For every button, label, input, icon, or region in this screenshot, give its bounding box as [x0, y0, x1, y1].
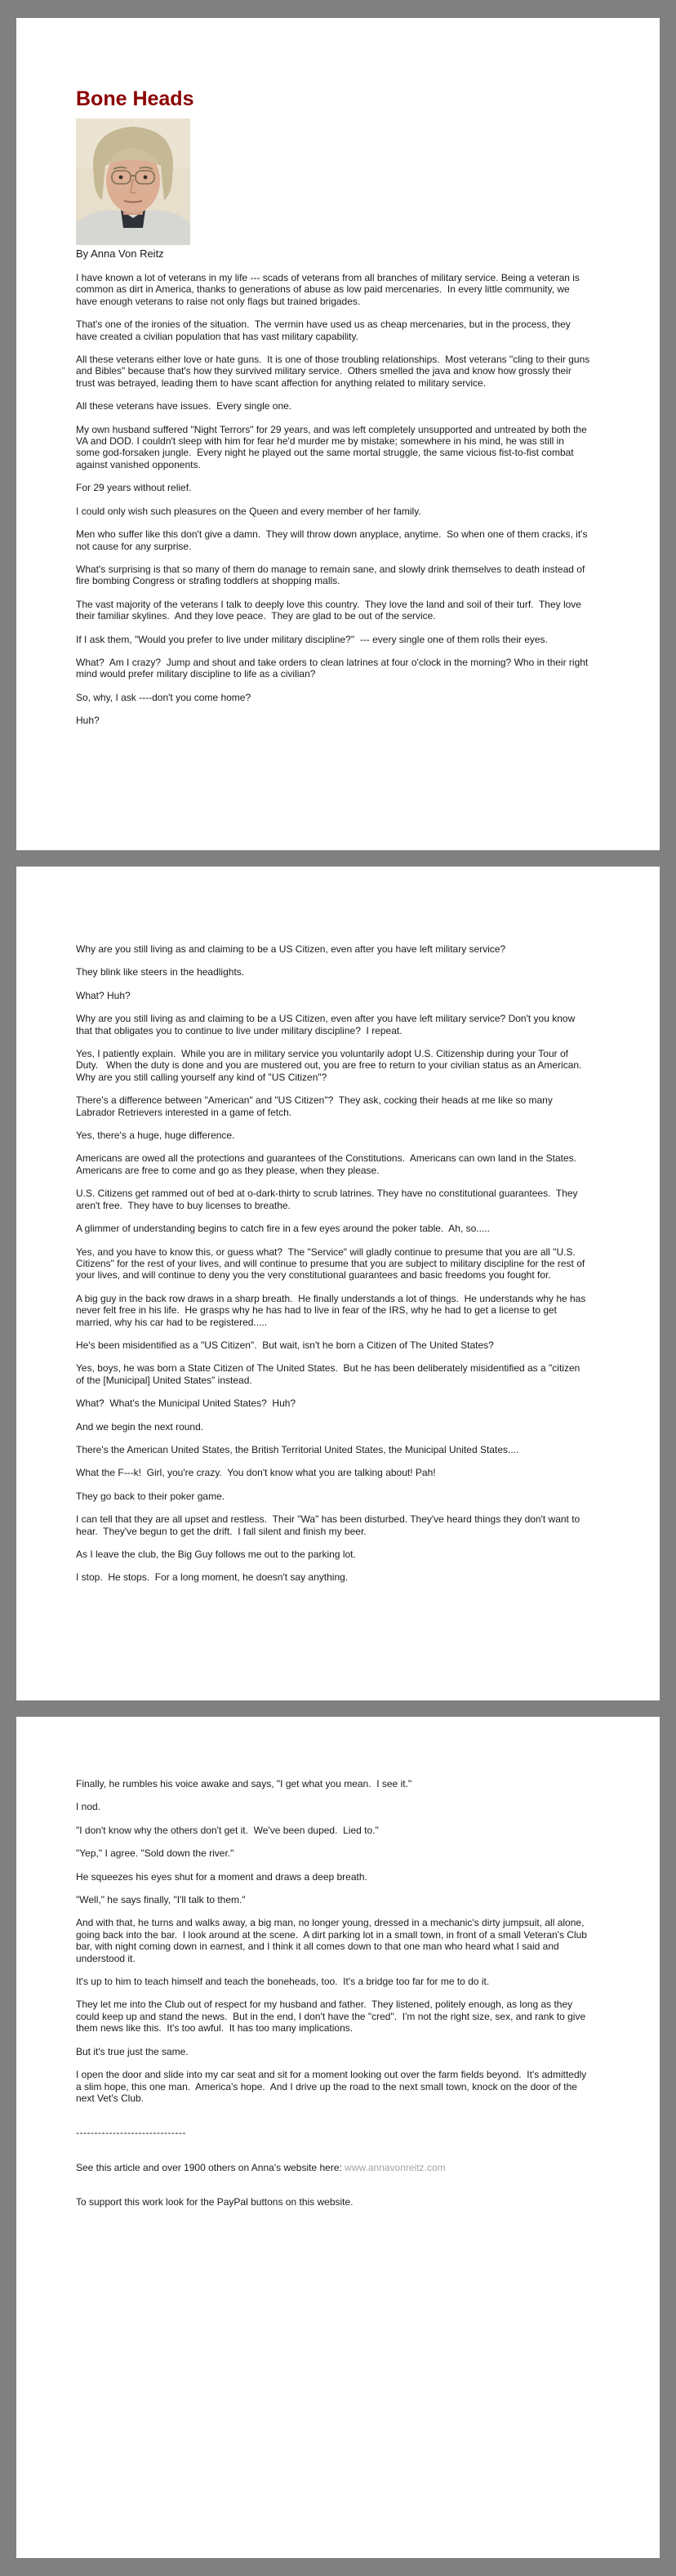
paragraph: What? What's the Municipal United States? Huh?: [76, 1397, 296, 1410]
paragraph: Why are you still living as and claiming to be a US Citizen, even after you have left military service?: [76, 943, 506, 955]
author-portrait-image: [76, 118, 190, 245]
paragraph: So, why, I ask ----don't you come home?: [76, 691, 251, 703]
paragraph: I have known a lot of veterans in my life --- scads of veterans from all branches of military service. Being a veteran is common as dirt in America, thanks to generations of abuse as low paid mercenaries. In every little community, we have enough veterans to raise not only flags but trained brigades.: [76, 272, 583, 307]
paragraph: They blink like steers in the headlights.: [76, 966, 245, 978]
byline: By Anna Von Reitz: [76, 247, 164, 260]
paragraph: My own husband suffered "Night Terrors" for 29 years, and was left completely unsupported and untreated by both the VA and DOD. I couldn't sleep with him for fear he'd murder me by mistake; somewhere in his mind, he was still in some god-forsaken jungle. Every night he played out the same mortal struggle, the same vicious fist-to-fist combat against vanished opponents.: [76, 423, 590, 470]
article-body-page-1: [76, 272, 593, 727]
paragraph: "Well," he says finally, "I'll talk to them.": [76, 1894, 246, 1906]
divider-dashes: ------------------------------: [76, 2127, 186, 2139]
paragraph: But it's true just the same.: [76, 2045, 189, 2057]
paragraph: There's a difference between "American" and "US Citizen"? They ask, cocking their heads at me like so many Labrador Retrievers interested in a game of fetch.: [76, 1094, 556, 1118]
paragraph: I nod.: [76, 1801, 101, 1813]
paragraph: U.S. Citizens get rammed out of bed at o-dark-thirty to scrub latrines. They have no constitutional guarantees. They aren't free. They have to buy licenses to breathe.: [76, 1188, 580, 1211]
paragraph: Americans are owed all the protections and guarantees of the Constitutions. Americans can own land in the States. Americans are free to come and go as they please, when they please.: [76, 1152, 582, 1176]
paragraph: Yes, there's a huge, huge difference.: [76, 1130, 235, 1142]
paragraph: That's one of the ironies of the situation. The vermin have used us as cheap mercenaries, but in the process, they have created a civilian population that has vast military capability.: [76, 319, 574, 342]
paragraph: What the F---k! Girl, you're crazy. You don't know what you are talking about! Pah!: [76, 1467, 436, 1479]
document-page-2: [16, 867, 660, 1700]
paragraph: What? Huh?: [76, 989, 131, 1001]
paragraph: Why are you still living as and claiming to be a US Citizen, even after you have left military service? Don't you know that that obligates you to continue to live under military discipline? I repeat.: [76, 1013, 578, 1036]
paragraph: And with that, he turns and walks away, a big man, no longer young, dressed in a mechanic's dirty jumpsuit, all alone, going back into the bar. I look around at the scene. A dirt parking lot in a small town, in front of a small Veteran's Club bar, with night coming down in earnest, and I think it all comes down to that one man who heard what I said and understood it.: [76, 1917, 590, 1964]
paragraph: All these veterans either love or hate guns. It is one of those troubling relationships. Most veterans "cling to their guns and Bibles" because that's how they survived military service. Others smelled the java and know how grossly their trust was betrayed, leading them to have scant affection for anything related to military service.: [76, 354, 593, 389]
article-body-page-3: [76, 1778, 590, 2104]
paragraph: If I ask them, "Would you prefer to live under military discipline?" --- every single one of them rolls their eyes.: [76, 633, 548, 645]
paragraph: For 29 years without relief.: [76, 482, 192, 494]
paragraph: What's surprising is that so many of them do manage to remain sane, and slowly drink themselves to death instead of fire bombing Congress or strafing toddlers at shopping malls.: [76, 563, 588, 587]
paragraph: I can tell that they are all upset and restless. Their "Wa" has been disturbed. They've heard things they don't want to hear. They've begun to get the drift. I fall silent and finish my beer.: [76, 1513, 583, 1537]
see-article-text: See this article and over 1900 others on Anna's website here:: [76, 2161, 345, 2173]
paragraph: "Yep," I agree. "Sold down the river.": [76, 1847, 234, 1860]
paragraph: Yes, boys, he was born a State Citizen of The United States. But he has been deliberately misidentified as a "citizen of the [Municipal] United States" instead.: [76, 1362, 583, 1386]
paragraph: Yes, and you have to know this, or guess what? The "Service" will gladly continue to presume that you are all "U.S. Citizens" for the rest of your lives, and will continue to presume that you are subject to military discipline for the rest of your lives, and will continue to deny you the very constitutional guarantees and basic freedoms you fought for.: [76, 1246, 588, 1281]
document-page-3: [16, 1717, 660, 2558]
paragraph: They let me into the Club out of respect for my husband and father. They listened, politely enough, as long as they could keep up and stand the news. But in the end, I don't have the "cred". I'm not the right size, sex, and rank to give them news like this. It's too awful. It has too many implications.: [76, 1999, 589, 2035]
article-body-page-2: [76, 943, 590, 1584]
support-line: To support this work look for the PayPal buttons on this website.: [76, 2196, 354, 2208]
paragraph: He's been misidentified as a "US Citizen". But wait, isn't he born a Citizen of The United States?: [76, 1339, 494, 1351]
paragraph: I stop. He stops. For a long moment, he doesn't say anything.: [76, 1571, 349, 1584]
paragraph: Huh?: [76, 715, 100, 727]
paragraph: Yes, I patiently explain. While you are in military service you voluntarily adopt U.S. Citizenship during your Tour of Duty. When the duty is done and you are mustered out, you are free to return to your civilian status as an American. Why are you still calling yourself any kind of "US Citizen"?: [76, 1048, 588, 1083]
paragraph: The vast majority of the veterans I talk to deeply love this country. They love the land and soil of their turf. They love their familiar skylines. And they love peace. They are glad to be out of the service.: [76, 598, 585, 622]
website-link[interactable]: www.annavonreitz.com: [345, 2161, 446, 2173]
paragraph: And we begin the next round.: [76, 1420, 204, 1433]
paragraph: A glimmer of understanding begins to catch fire in a few eyes around the poker table. Ah, so.....: [76, 1223, 490, 1235]
paragraph: It's up to him to teach himself and teach the boneheads, too. It's a bridge too far for me to do it.: [76, 1976, 490, 1988]
page-2-content: [76, 943, 590, 1584]
paragraph: There's the American United States, the British Territorial United States, the Municipal United States....: [76, 1443, 519, 1455]
paragraph: What? Am I crazy? Jump and shout and take orders to clean latrines at four o'clock in the morning? Who in their right mind would prefer military discipline to life as a civilian?: [76, 656, 591, 680]
paragraph: They go back to their poker game.: [76, 1490, 225, 1502]
see-article-line: [76, 2162, 590, 2173]
paragraph: A big guy in the back row draws in a sharp breath. He finally understands a lot of things. He understands why he has never felt free in his life. He grasps why he has had to live in fear of the IRS, why he had to get a license to get married, why his car had to be registered.....: [76, 1292, 589, 1328]
page-3-content: [76, 1778, 590, 2208]
paragraph: Men who suffer like this don't give a damn. They will throw down anyplace, anytime. So when one of them cracks, it's not cause for any surprise.: [76, 528, 590, 552]
paragraph: Finally, he rumbles his voice awake and says, "I get what you mean. I see it.": [76, 1778, 412, 1789]
paragraph: All these veterans have issues. Every single one.: [76, 400, 292, 412]
document-page-1: [16, 18, 660, 850]
paragraph: I open the door and slide into my car seat and sit for a moment looking out over the farm fields beyond. It's admittedly a slim hope, this one man. America's hope. And I drive up the road to the next small town, knock on the door of the next Vet's Club.: [76, 2069, 589, 2104]
paragraph: "I don't know why the others don't get it. We've been duped. Lied to.": [76, 1824, 379, 1836]
page-1-content: [76, 87, 593, 727]
paragraph: As I leave the club, the Big Guy follows me out to the parking lot.: [76, 1549, 356, 1560]
paragraph: I could only wish such pleasures on the Queen and every member of her family.: [76, 505, 421, 517]
paragraph: He squeezes his eyes shut for a moment and draws a deep breath.: [76, 1870, 367, 1883]
article-title: Bone Heads: [76, 87, 194, 110]
